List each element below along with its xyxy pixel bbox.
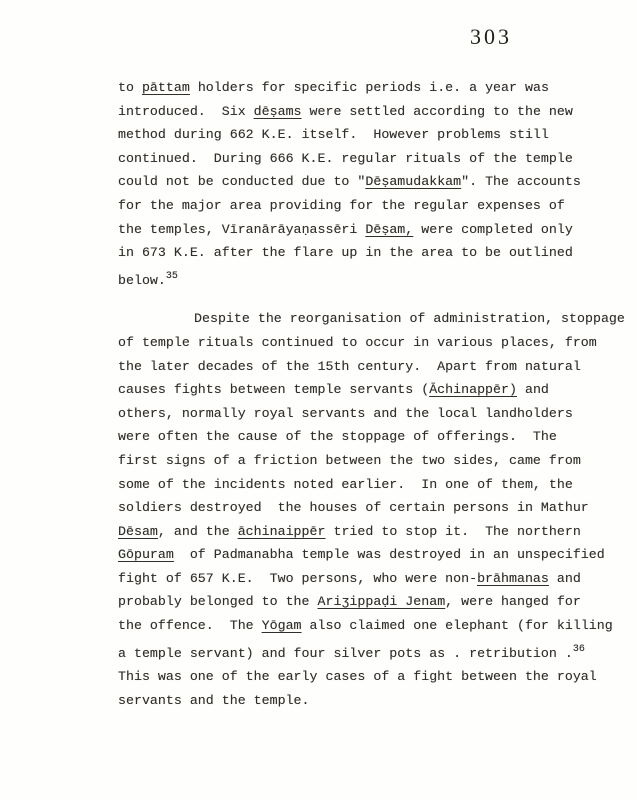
text-line	[118, 100, 594, 124]
text-line	[118, 194, 594, 218]
text-line	[118, 355, 594, 379]
text-line	[118, 76, 594, 100]
text-segment: others, normally royal servants and the local landholders	[118, 405, 573, 421]
footnote-ref: 36	[572, 643, 585, 655]
text-segment: were completed only	[413, 221, 573, 237]
text-line	[118, 170, 594, 194]
text-segment: first signs of a friction between the two sides, came from	[118, 452, 581, 468]
text-line	[118, 123, 594, 147]
text-segment: the temples, Vīranārāyaṇassēri	[118, 221, 366, 237]
text-line	[118, 331, 597, 355]
text-segment: tried to stop it. The northern	[325, 523, 581, 539]
text-line	[118, 241, 594, 265]
text-line	[118, 449, 594, 473]
text-line	[118, 378, 594, 402]
page-number: 303	[470, 24, 512, 49]
underlined-term: Ariʒippaḍi Jenam	[317, 594, 446, 610]
text-line	[118, 496, 594, 520]
paragraph	[118, 307, 625, 712]
text-segment: holders for specific periods i.e. a year was	[189, 80, 549, 95]
text-line	[118, 614, 613, 638]
text-line	[118, 307, 625, 331]
text-line	[118, 218, 594, 242]
text-segment: introduced. Six	[118, 103, 254, 119]
text-segment: probably belonged to the	[118, 594, 318, 610]
text-segment: causes fights between temple servants (	[118, 382, 430, 398]
text-segment: , and the	[157, 523, 238, 539]
text-line	[118, 473, 594, 497]
text-segment: of temple rituals continued to occur in various places, from	[118, 334, 597, 350]
text-line	[118, 265, 594, 293]
underlined-term: Dēṣam,	[365, 221, 414, 237]
text-segment: Despite the reorganisation of administration, stoppage	[194, 311, 625, 327]
text-segment: could not be conducted due to "	[118, 174, 366, 190]
text-segment: , were hanged for	[445, 594, 581, 610]
text-segment: soldiers destroyed the houses of certain persons in Mathur	[118, 500, 589, 516]
text-segment: the offence. The	[118, 618, 262, 634]
text-segment: some of the incidents noted earlier. In one of them, the	[118, 476, 573, 492]
text-segment: were often the cause of the stoppage of offerings. The	[118, 429, 557, 445]
text-segment: to	[118, 80, 142, 95]
text-line	[118, 567, 594, 591]
text-segment: This was one of the early cases of a fight between the royal	[118, 669, 597, 685]
text-segment: a temple servant) and four silver pots as . retribution .	[118, 645, 573, 661]
text-segment: ". The accounts	[461, 174, 581, 190]
underlined-term: Āchinappēr)	[429, 382, 517, 398]
text-segment: continued. During 666 K.E. regular rituals of the temple	[118, 150, 573, 166]
text-line	[118, 543, 605, 567]
text-line	[118, 590, 594, 614]
text-line	[118, 665, 597, 689]
underlined-term: brāhmanas	[477, 570, 549, 586]
footnote-ref: 35	[165, 270, 178, 282]
text-segment: and	[516, 382, 549, 398]
text-segment: were settled according to the new	[301, 103, 573, 119]
text-segment: below.	[118, 272, 166, 288]
underlined-term: Dēṣamudakkam	[365, 174, 462, 190]
text-line	[118, 402, 594, 426]
text-segment: and	[548, 570, 581, 586]
underlined-term: Yōgam	[261, 618, 302, 634]
text-segment: the later decades of the 15th century. Apart from natural	[118, 358, 581, 374]
underlined-term: āchinaippēr	[237, 523, 326, 539]
text-line	[118, 689, 594, 713]
paragraph	[118, 76, 594, 292]
text-line	[118, 638, 594, 666]
text-line	[118, 425, 594, 449]
text-segment: for the major area providing for the regular expenses of	[118, 197, 565, 213]
underlined-term: dēṣams	[253, 103, 302, 119]
text-segment: also claimed one elephant (for killing	[301, 618, 613, 634]
text-segment: fight of 657 K.E. Two persons, who were non-	[118, 570, 478, 586]
underlined-term: pāttam	[141, 80, 190, 95]
text-segment: in 673 K.E. after the flare up in the area to be outlined	[118, 245, 573, 261]
underlined-term: Gōpuram	[118, 547, 174, 563]
text-segment: of Padmanabha temple was destroyed in an unspecified	[173, 547, 605, 563]
underlined-term: Dēsam	[118, 523, 158, 539]
text-line	[118, 147, 594, 171]
text-line	[118, 520, 594, 544]
text-segment: method during 662 K.E. itself. However problems still	[118, 127, 549, 143]
text-segment: servants and the temple.	[118, 692, 310, 708]
text-block	[118, 76, 625, 712]
